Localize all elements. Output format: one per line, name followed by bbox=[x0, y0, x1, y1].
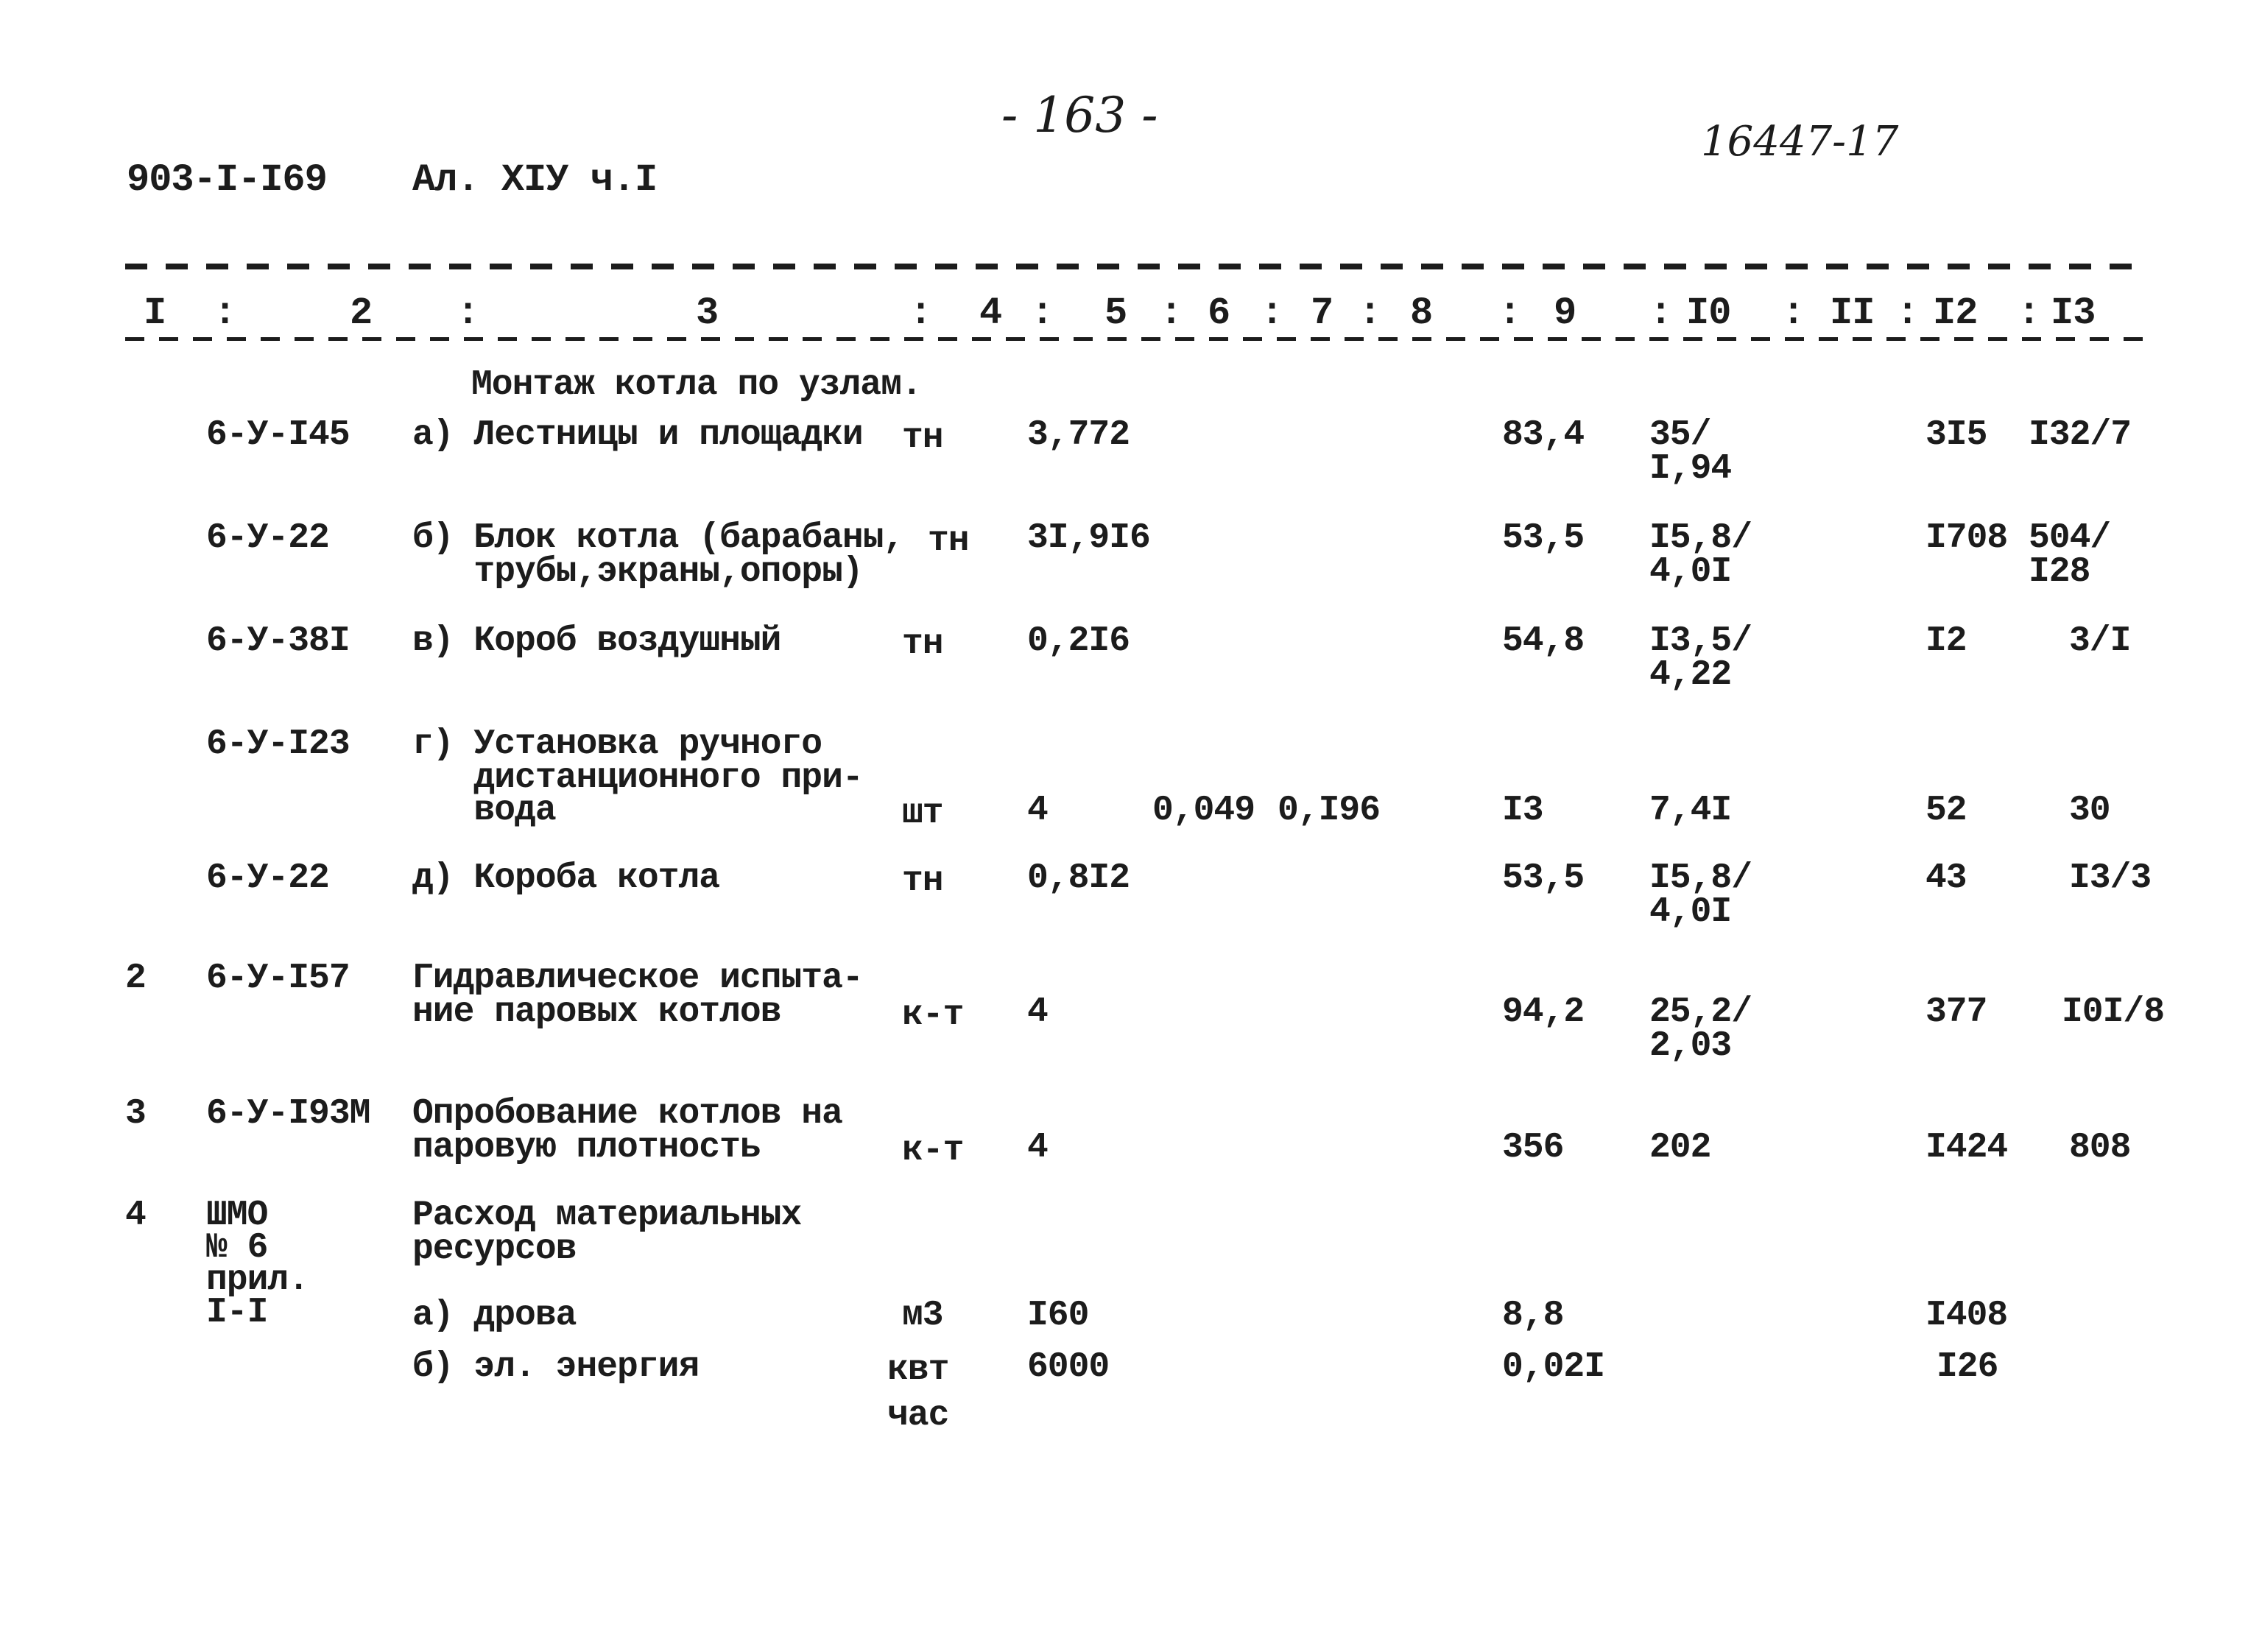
album-label: Ал. XIУ ч.I bbox=[412, 158, 658, 202]
cell-name: б) Блок котла (барабаны, bbox=[412, 518, 904, 558]
handwritten-stamp: 16447-17 bbox=[1701, 118, 1899, 166]
cell-name: г) Установка ручного bbox=[412, 724, 822, 764]
cell-code: № 6 bbox=[206, 1228, 268, 1268]
cell-c9: 53,5 bbox=[1502, 518, 1585, 558]
cell-qty: I60 bbox=[1027, 1296, 1089, 1335]
column-header: 8 bbox=[1410, 292, 1433, 335]
cell-qty: 0,2I6 bbox=[1027, 621, 1130, 661]
cell-c9: 0,02I bbox=[1502, 1347, 1605, 1387]
cell-c9: 8,8 bbox=[1502, 1296, 1564, 1335]
column-header: 9 bbox=[1554, 292, 1576, 335]
cell-code: 6-У-22 bbox=[206, 858, 329, 898]
column-header: I0 bbox=[1686, 292, 1731, 335]
cell-c12: I424 bbox=[1925, 1128, 2008, 1168]
cell-c10: 4,0I bbox=[1649, 892, 1732, 932]
cell-code: 6-У-I93М bbox=[206, 1094, 370, 1134]
section-title: Монтаж котла по узлам. bbox=[471, 365, 922, 405]
column-header: 2 bbox=[350, 292, 373, 335]
cell-name: Гидравлическое испыта- bbox=[412, 959, 863, 998]
cell-unit: к-т bbox=[902, 1131, 964, 1171]
cell-name: дистанционного при- bbox=[412, 758, 863, 798]
column-header: 7 bbox=[1311, 292, 1333, 335]
cell-c12: I708 bbox=[1925, 518, 2008, 558]
cell-name: Расход материальных bbox=[412, 1196, 802, 1235]
cell-c10: 202 bbox=[1649, 1128, 1711, 1168]
document-code: 903-I-I69 bbox=[127, 158, 327, 202]
cell-unit: тн bbox=[902, 418, 943, 458]
cell-c10: 35/ bbox=[1649, 415, 1711, 455]
cell-c12: I26 bbox=[1937, 1347, 1998, 1387]
cell-c13: 3/I bbox=[2069, 621, 2131, 661]
cell-code: 6-У-I23 bbox=[206, 724, 350, 764]
cell-name: трубы,экраны,опоры) bbox=[412, 552, 863, 592]
cell-c13: 808 bbox=[2069, 1128, 2131, 1168]
top-dashed-rule bbox=[125, 264, 2143, 269]
cell-code: ШМО bbox=[206, 1196, 268, 1235]
page-number: - 163 - bbox=[1001, 87, 1158, 144]
cell-c12: I2 bbox=[1925, 621, 1967, 661]
cell-code: 6-У-22 bbox=[206, 518, 329, 558]
cell-code: прил. bbox=[206, 1260, 309, 1300]
cell-qty: 4 bbox=[1027, 1128, 1048, 1168]
cell-c9: 356 bbox=[1502, 1128, 1564, 1168]
cell-unit: тн bbox=[902, 861, 943, 901]
cell-c6: 0,049 bbox=[1152, 791, 1255, 830]
cell-qty: 3,772 bbox=[1027, 415, 1130, 455]
cell-unit: час bbox=[887, 1396, 949, 1436]
cell-c10: 7,4I bbox=[1649, 791, 1732, 830]
cell-name: вода bbox=[412, 791, 556, 830]
column-header: I bbox=[144, 292, 166, 335]
cell-c7: 0,I96 bbox=[1278, 791, 1381, 830]
cell-c13: I3/3 bbox=[2069, 858, 2152, 898]
cell-c13: I28 bbox=[2029, 552, 2090, 592]
cell-name: в) Короб воздушный bbox=[412, 621, 781, 661]
cell-c12: 43 bbox=[1925, 858, 1967, 898]
cell-unit: м3 bbox=[902, 1296, 943, 1335]
cell-unit: шт bbox=[902, 794, 943, 833]
cell-c13: I0I/8 bbox=[2062, 992, 2165, 1032]
cell-qty: 3I,9I6 bbox=[1027, 518, 1150, 558]
cell-c13: 504/ bbox=[2029, 518, 2111, 558]
cell-name: Опробование котлов на bbox=[412, 1094, 842, 1134]
cell-name: паровую плотность bbox=[412, 1128, 761, 1168]
column-header: I2 bbox=[1933, 292, 1978, 335]
column-header-rule bbox=[125, 337, 2143, 341]
column-header: 3 bbox=[696, 292, 719, 335]
cell-name: д) Короба котла bbox=[412, 858, 720, 898]
cell-name: а) Лестницы и площадки bbox=[412, 415, 863, 455]
cell-c9: 53,5 bbox=[1502, 858, 1585, 898]
cell-c13: I32/7 bbox=[2029, 415, 2132, 455]
cell-c10: I5,8/ bbox=[1649, 858, 1752, 898]
cell-name: ние паровых котлов bbox=[412, 992, 781, 1032]
cell-c9: 83,4 bbox=[1502, 415, 1585, 455]
column-header: II bbox=[1830, 292, 1875, 335]
cell-c10: 4,0I bbox=[1649, 552, 1732, 592]
cell-name: б) эл. энергия bbox=[412, 1347, 700, 1387]
cell-c12: I408 bbox=[1925, 1296, 2008, 1335]
cell-qty: 0,8I2 bbox=[1027, 858, 1130, 898]
cell-code: 6-У-I45 bbox=[206, 415, 350, 455]
cell-qty: 4 bbox=[1027, 992, 1048, 1032]
cell-c10: I5,8/ bbox=[1649, 518, 1752, 558]
column-header: 6 bbox=[1208, 292, 1230, 335]
cell-index: 2 bbox=[125, 959, 146, 998]
cell-c9: 94,2 bbox=[1502, 992, 1585, 1032]
cell-name: ресурсов bbox=[412, 1229, 577, 1269]
cell-c13: 30 bbox=[2069, 791, 2110, 830]
cell-code: 6-У-38I bbox=[206, 621, 350, 661]
cell-c10: 25,2/ bbox=[1649, 992, 1752, 1032]
cell-c12: 3I5 bbox=[1925, 415, 1987, 455]
cell-c9: I3 bbox=[1502, 791, 1543, 830]
cell-c12: 52 bbox=[1925, 791, 1967, 830]
column-header: 5 bbox=[1104, 292, 1127, 335]
cell-unit: квт bbox=[887, 1350, 949, 1390]
cell-c12: 377 bbox=[1925, 992, 1987, 1032]
cell-c10: 2,03 bbox=[1649, 1026, 1732, 1066]
cell-index: 4 bbox=[125, 1196, 146, 1235]
cell-code: I-I bbox=[206, 1293, 268, 1332]
column-header: 4 bbox=[979, 292, 1002, 335]
cell-qty: 4 bbox=[1027, 791, 1048, 830]
cell-unit: к-т bbox=[902, 995, 964, 1035]
cell-unit: тн bbox=[928, 521, 969, 561]
cell-code: 6-У-I57 bbox=[206, 959, 350, 998]
cell-c10: I3,5/ bbox=[1649, 621, 1752, 661]
cell-qty: 6000 bbox=[1027, 1347, 1110, 1387]
cell-c10: I,94 bbox=[1649, 449, 1732, 489]
column-header: I3 bbox=[2051, 292, 2096, 335]
cell-unit: тн bbox=[902, 624, 943, 664]
cell-name: а) дрова bbox=[412, 1296, 577, 1335]
cell-c9: 54,8 bbox=[1502, 621, 1585, 661]
cell-c10: 4,22 bbox=[1649, 655, 1732, 695]
cell-index: 3 bbox=[125, 1094, 146, 1134]
